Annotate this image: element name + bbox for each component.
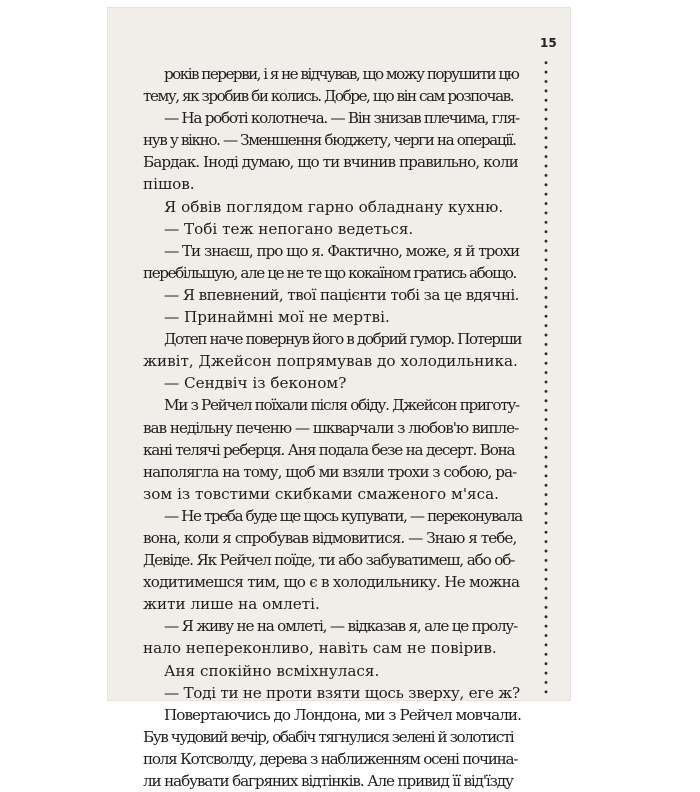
- page-number: 15: [540, 36, 557, 50]
- text-line: вона, коли я спробував відмовитися. — Знаю я тебе,: [143, 528, 517, 547]
- text-line: років перерви, і я не відчував, що можу порушити цю: [164, 65, 519, 83]
- text-line: зом із товстими скибками смаженого м'яса.: [143, 484, 499, 503]
- text-line: — Ти знаєш, про що я. Фактично, може, я й трохи: [164, 241, 520, 260]
- paragraph: [143, 505, 520, 615]
- text-line: Я обвів поглядом гарно обладнану кухню.: [164, 197, 504, 216]
- text-line: — На роботі колотнеча. — Він знизав плечима, гля-: [164, 109, 519, 128]
- text-line: — Сендвіч із беконом?: [164, 374, 347, 393]
- paragraph: [143, 682, 520, 704]
- paragraph: [143, 306, 520, 328]
- paragraph: [143, 328, 520, 372]
- text-line: перебільшую, але це не те що кокаїном гратись абощо.: [143, 263, 516, 282]
- text-line: наполягла на тому, щоб ми взяли трохи з собою, ра-: [143, 462, 517, 481]
- text-line: нув у вікно. — Зменшення бюджету, черги на операції.: [143, 131, 516, 150]
- text-line: живіт, Джейсон попрямував до холодильника.: [143, 352, 518, 371]
- text-line: Дотеп наче повернув його в добрий гумор. Потерши: [164, 330, 522, 349]
- paragraph: [143, 615, 520, 659]
- paragraph: [143, 284, 520, 306]
- paragraph: [143, 394, 520, 504]
- text-line: ходитимешся тим, що є в холодильнику. Не можна: [143, 573, 520, 592]
- text-line: — Тобі теж непогано ведеться.: [164, 219, 414, 238]
- text-line: — Принаймні мої не мертві.: [164, 308, 390, 327]
- text-line: — Тоді ти не проти взяти щось зверху, еге ж?: [164, 683, 520, 702]
- text-line: Бардак. Іноді думаю, що ти вчинив правильно, коли: [143, 153, 518, 172]
- text-line: вав недільну печеню — шкварчали з любов'ю виплe-: [143, 418, 519, 437]
- text-line: Аня спокійно всміхнулася.: [164, 661, 380, 680]
- text-line: — Я живу не на омлеті, — відказав я, але це пролу-: [164, 617, 518, 636]
- text-line: поля Котсволду, дерева з наближенням осені почина-: [143, 749, 518, 768]
- paragraph: [143, 107, 520, 195]
- paragraph: [143, 660, 520, 682]
- paragraph: [143, 704, 520, 792]
- text-line: — Не треба буде ще щось купувати, — переконувала: [164, 506, 522, 525]
- text-line: ли набувати багряних відтінків. Але привид її від'їзду: [143, 772, 513, 790]
- paragraph: [143, 63, 520, 107]
- text-line: жити лише на омлеті.: [143, 595, 320, 614]
- text-line: тему, як зробив би колись. Добре, що він сам розпочав.: [143, 87, 514, 106]
- paragraph: [143, 196, 520, 218]
- text-line: Повертаючись до Лондона, ми з Рейчел мовчали.: [164, 705, 521, 724]
- text-line: нало непереконливо, навіть сам не повірив.: [143, 639, 497, 658]
- paragraph: [143, 218, 520, 240]
- text-line: Девіде. Як Рейчел поїде, ти або забуватимеш, або об-: [143, 551, 515, 570]
- body-text: [143, 63, 520, 792]
- paragraph: [143, 372, 520, 394]
- text-line: пішов.: [143, 175, 195, 194]
- book-page: [108, 8, 570, 790]
- text-line: кані телячі реберця. Аня подала безе на десерт. Вона: [143, 440, 515, 459]
- text-line: Ми з Рейчел поїхали після обіду. Джейсон приготу-: [164, 396, 519, 415]
- paragraph: [143, 240, 520, 284]
- dotted-margin-line: [542, 58, 550, 698]
- text-line: — Я впевнений, твої пацієнти тобі за це вдячні.: [164, 285, 519, 304]
- text-line: Був чудовий вечір, обабіч тягнулися зелені й золотисті: [143, 727, 514, 746]
